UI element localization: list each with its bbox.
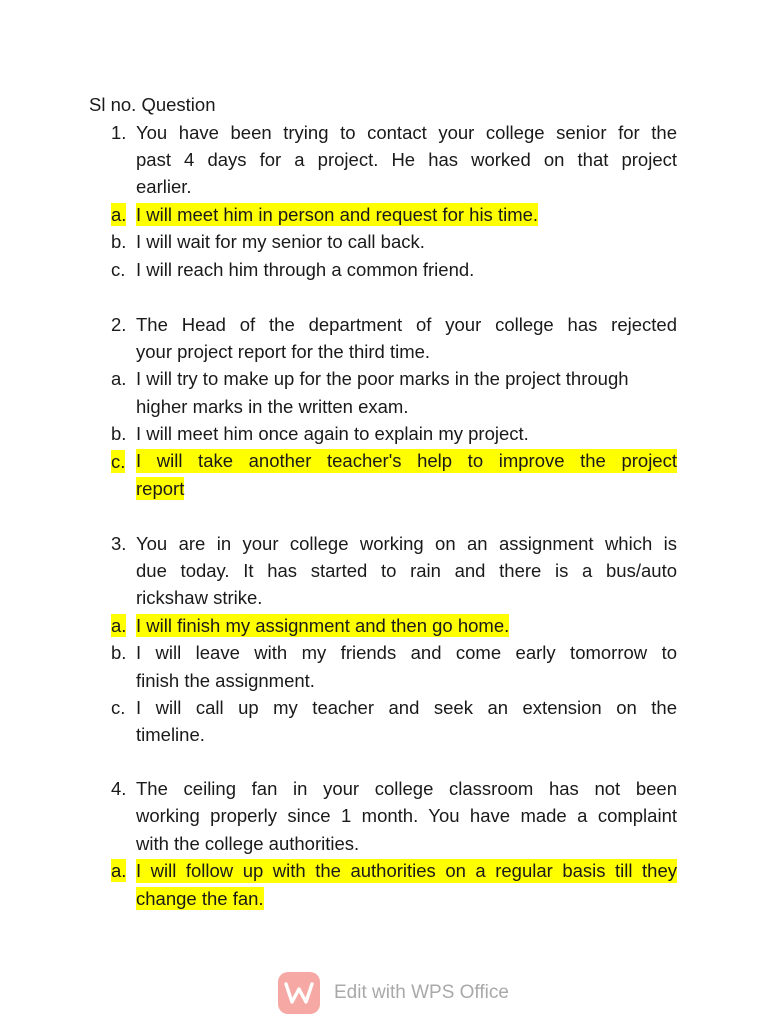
option-text-wrapper [136,612,677,639]
option-letter: c. [111,696,126,718]
question-text-line: working properly since 1 month. You have made a complaint [136,805,677,827]
question-number: 2. [111,313,127,335]
page-heading: Sl no. Question [89,94,216,115]
option-text-line: higher marks in the written exam. [136,395,409,417]
wps-w-logo-icon [278,972,320,1014]
question-number: 1. [111,121,127,143]
option-text-line: I will meet him once again to explain my project. [136,423,529,445]
option-text-line: I will take another teacher's help to improve the project [136,450,677,472]
option-letter: c. [111,450,126,472]
question-text-line: You have been trying to contact your college senior for the [136,121,677,143]
question-text-line: The Head of the department of your college has rejected [136,313,677,335]
option-text-wrapper [136,449,677,473]
option-letter: a. [111,368,127,390]
question-text-line: your project report for the third time. [136,340,431,362]
wps-footer-text: Edit with WPS Office [334,982,509,1003]
option-text-line: I will follow up with the authorities on a regular basis till they [136,859,677,881]
option-text-wrapper [136,201,677,228]
question-number: 3. [111,532,127,554]
option-letter: b. [111,231,127,253]
question-text-line: past 4 days for a project. He has worked on that project [136,148,677,170]
wps-footer[interactable] [278,970,509,1016]
option-text-line: I will call up my teacher and seek an extension on the [136,696,677,718]
option-text-line: report [136,477,185,499]
option-text-line: I will leave with my friends and come early tomorrow to [136,642,677,664]
option-text-line: change the fan. [136,887,264,909]
option-letter: b. [111,642,127,664]
question-text-line: due today. It has started to rain and there is a bus/auto [136,559,677,581]
option-text-line: finish the assignment. [136,669,315,691]
question-text-line: rickshaw strike. [136,587,263,609]
option-text-wrapper [136,885,677,912]
option-text-line: I will try to make up for the poor marks in the project through [136,368,629,390]
option-text-wrapper [136,475,677,502]
question-text-line: earlier. [136,176,192,198]
option-text-line: timeline. [136,724,205,746]
option-text-line: I will reach him through a common friend. [136,258,475,280]
option-letter: a. [111,203,127,225]
option-letter: b. [111,423,127,445]
option-letter: c. [111,258,126,280]
option-text-line: I will meet him in person and request for his time. [136,203,539,225]
question-text-line: You are in your college working on an assignment which is [136,532,677,554]
option-letter: a. [111,860,127,882]
question-text-line: with the college authorities. [136,832,360,854]
question-number: 4. [111,778,127,799]
option-text-wrapper [136,859,677,883]
option-text-line: I will finish my assignment and then go home. [136,614,510,636]
option-letter: a. [111,614,127,636]
question-text-line: The ceiling fan in your college classroom has not been [136,778,677,799]
option-text-line: I will wait for my senior to call back. [136,231,425,253]
